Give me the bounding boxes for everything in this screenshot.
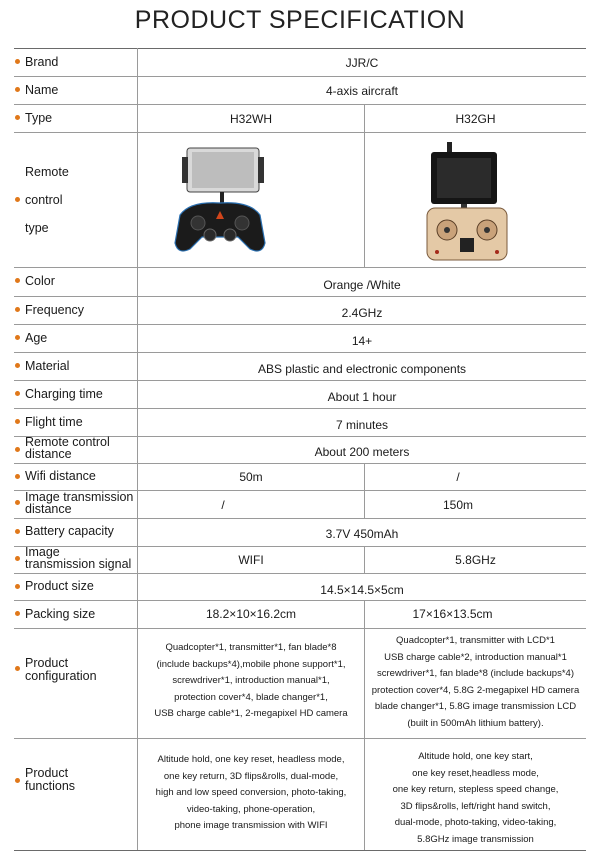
configuration-right-text: Quadcopter*1, transmitter with LCD*1 USB charge cable*2, introduction manual*1 screwdriver*1, fan blade*8 (include backups*4) protection cover*4, 5.8G 2-megapixel HD camera blade changer*1, 5.8G image transmission LCD (built in 500mAh lithium battery). (371, 635, 580, 729)
row-label-product-configuration: Product configuration (14, 628, 136, 738)
charging-time-value: About 1 hour (327, 390, 397, 404)
bullet-dot (15, 87, 20, 92)
row-label-product-functions: Product functions (14, 738, 136, 850)
name-value: 4-axis aircraft (325, 84, 399, 98)
flight-time-value: 7 minutes (335, 418, 389, 432)
bullet-dot (15, 278, 20, 283)
row-label-product-size: Product size (14, 573, 136, 600)
bullet-dot (15, 419, 20, 424)
row-label-wifi-distance: Wifi distance (14, 463, 136, 490)
row-label-frequency: Frequency (14, 296, 136, 324)
row-label-type: Type (14, 104, 136, 132)
material-value: ABS plastic and electronic components (257, 362, 467, 376)
row-label-material: Material (14, 352, 136, 380)
lcd-monitor-remote-icon (425, 140, 525, 264)
type-right-value: H32GH (455, 112, 496, 126)
bullet-dot (15, 115, 20, 120)
color-value: Orange /White (323, 278, 401, 292)
row-label-remote-control-distance: Remote control distance (14, 436, 136, 463)
bullet-dot (15, 666, 20, 671)
row-label-brand: Brand (14, 48, 136, 76)
image-distance-right-value: 150m (442, 498, 474, 512)
row-label-battery-capacity: Battery capacity (14, 518, 136, 546)
bullet-dot (15, 363, 20, 368)
row-label-name: Name (14, 76, 136, 104)
image-distance-left-value: / (221, 498, 225, 512)
bullet-dot (15, 391, 20, 396)
bullet-dot (15, 529, 20, 534)
battery-capacity-value: 3.7V 450mAh (325, 527, 399, 541)
bullet-dot (15, 197, 20, 202)
configuration-left-text: Quadcopter*1, transmitter*1, fan blade*8 (include backups*4),mobile phone support*1, screwdriver*1, introduction manual*1, protection cover*4, blade changer*1, USB charge cable*1, 2-megapixel HD camera (154, 642, 348, 719)
brand-value: JJR/C (345, 56, 379, 70)
image-signal-left-value: WIFI (238, 553, 264, 567)
row-label-charging-time: Charging time (14, 380, 136, 408)
wifi-distance-left-value: 50m (239, 470, 263, 484)
bullet-dot (15, 556, 20, 561)
bullet-dot (15, 778, 20, 783)
functions-left-text: Altitude hold, one key reset, headless mode, one key return, 3D flips&rolls, dual-mode, high and low speed conversion, photo-taking, video-taking, phone-operation, phone image transmission with WIFI (155, 754, 347, 831)
packing-size-left-value: 18.2×10×16.2cm (205, 607, 297, 621)
table-bottom-border (14, 850, 586, 851)
row-label-packing-size: Packing size (14, 600, 136, 628)
value-column-divider (364, 104, 365, 267)
bullet-dot (15, 584, 20, 589)
bullet-dot (15, 307, 20, 312)
page-title: PRODUCT SPECIFICATION (134, 6, 466, 34)
functions-right-text: Altitude hold, one key start, one key reset,headless mode, one key return, stepless speed change, 3D flips&rolls, left/right hand switch, dual-mode, photo-taking, video-taking, 5.8GHz image transmission (392, 751, 559, 845)
remote-distance-value: About 200 meters (314, 445, 410, 459)
row-label-age: Age (14, 324, 136, 352)
wifi-distance-right-value: / (456, 470, 460, 484)
bullet-dot (15, 611, 20, 616)
phone-gamepad-remote-icon (170, 145, 270, 260)
row-label-color: Color (14, 267, 136, 296)
bullet-dot (15, 474, 20, 479)
bullet-dot (15, 335, 20, 340)
row-label-remote-control-type: Remote control type (14, 132, 136, 267)
packing-size-right-value: 17×16×13.5cm (412, 607, 493, 621)
age-value: 14+ (351, 334, 373, 348)
row-label-image-transmission-signal: Image transmission signal (14, 546, 136, 573)
bullet-dot (15, 500, 20, 505)
type-left-value: H32WH (229, 112, 272, 126)
row-label-image-transmission-distance: Image transmission distance (14, 490, 136, 518)
frequency-value: 2.4GHz (341, 306, 383, 320)
product-size-value: 14.5×14.5×5cm (320, 583, 404, 597)
bullet-dot (15, 59, 20, 64)
row-label-flight-time: Flight time (14, 408, 136, 436)
image-signal-right-value: 5.8GHz (455, 553, 496, 567)
bullet-dot (15, 447, 20, 452)
